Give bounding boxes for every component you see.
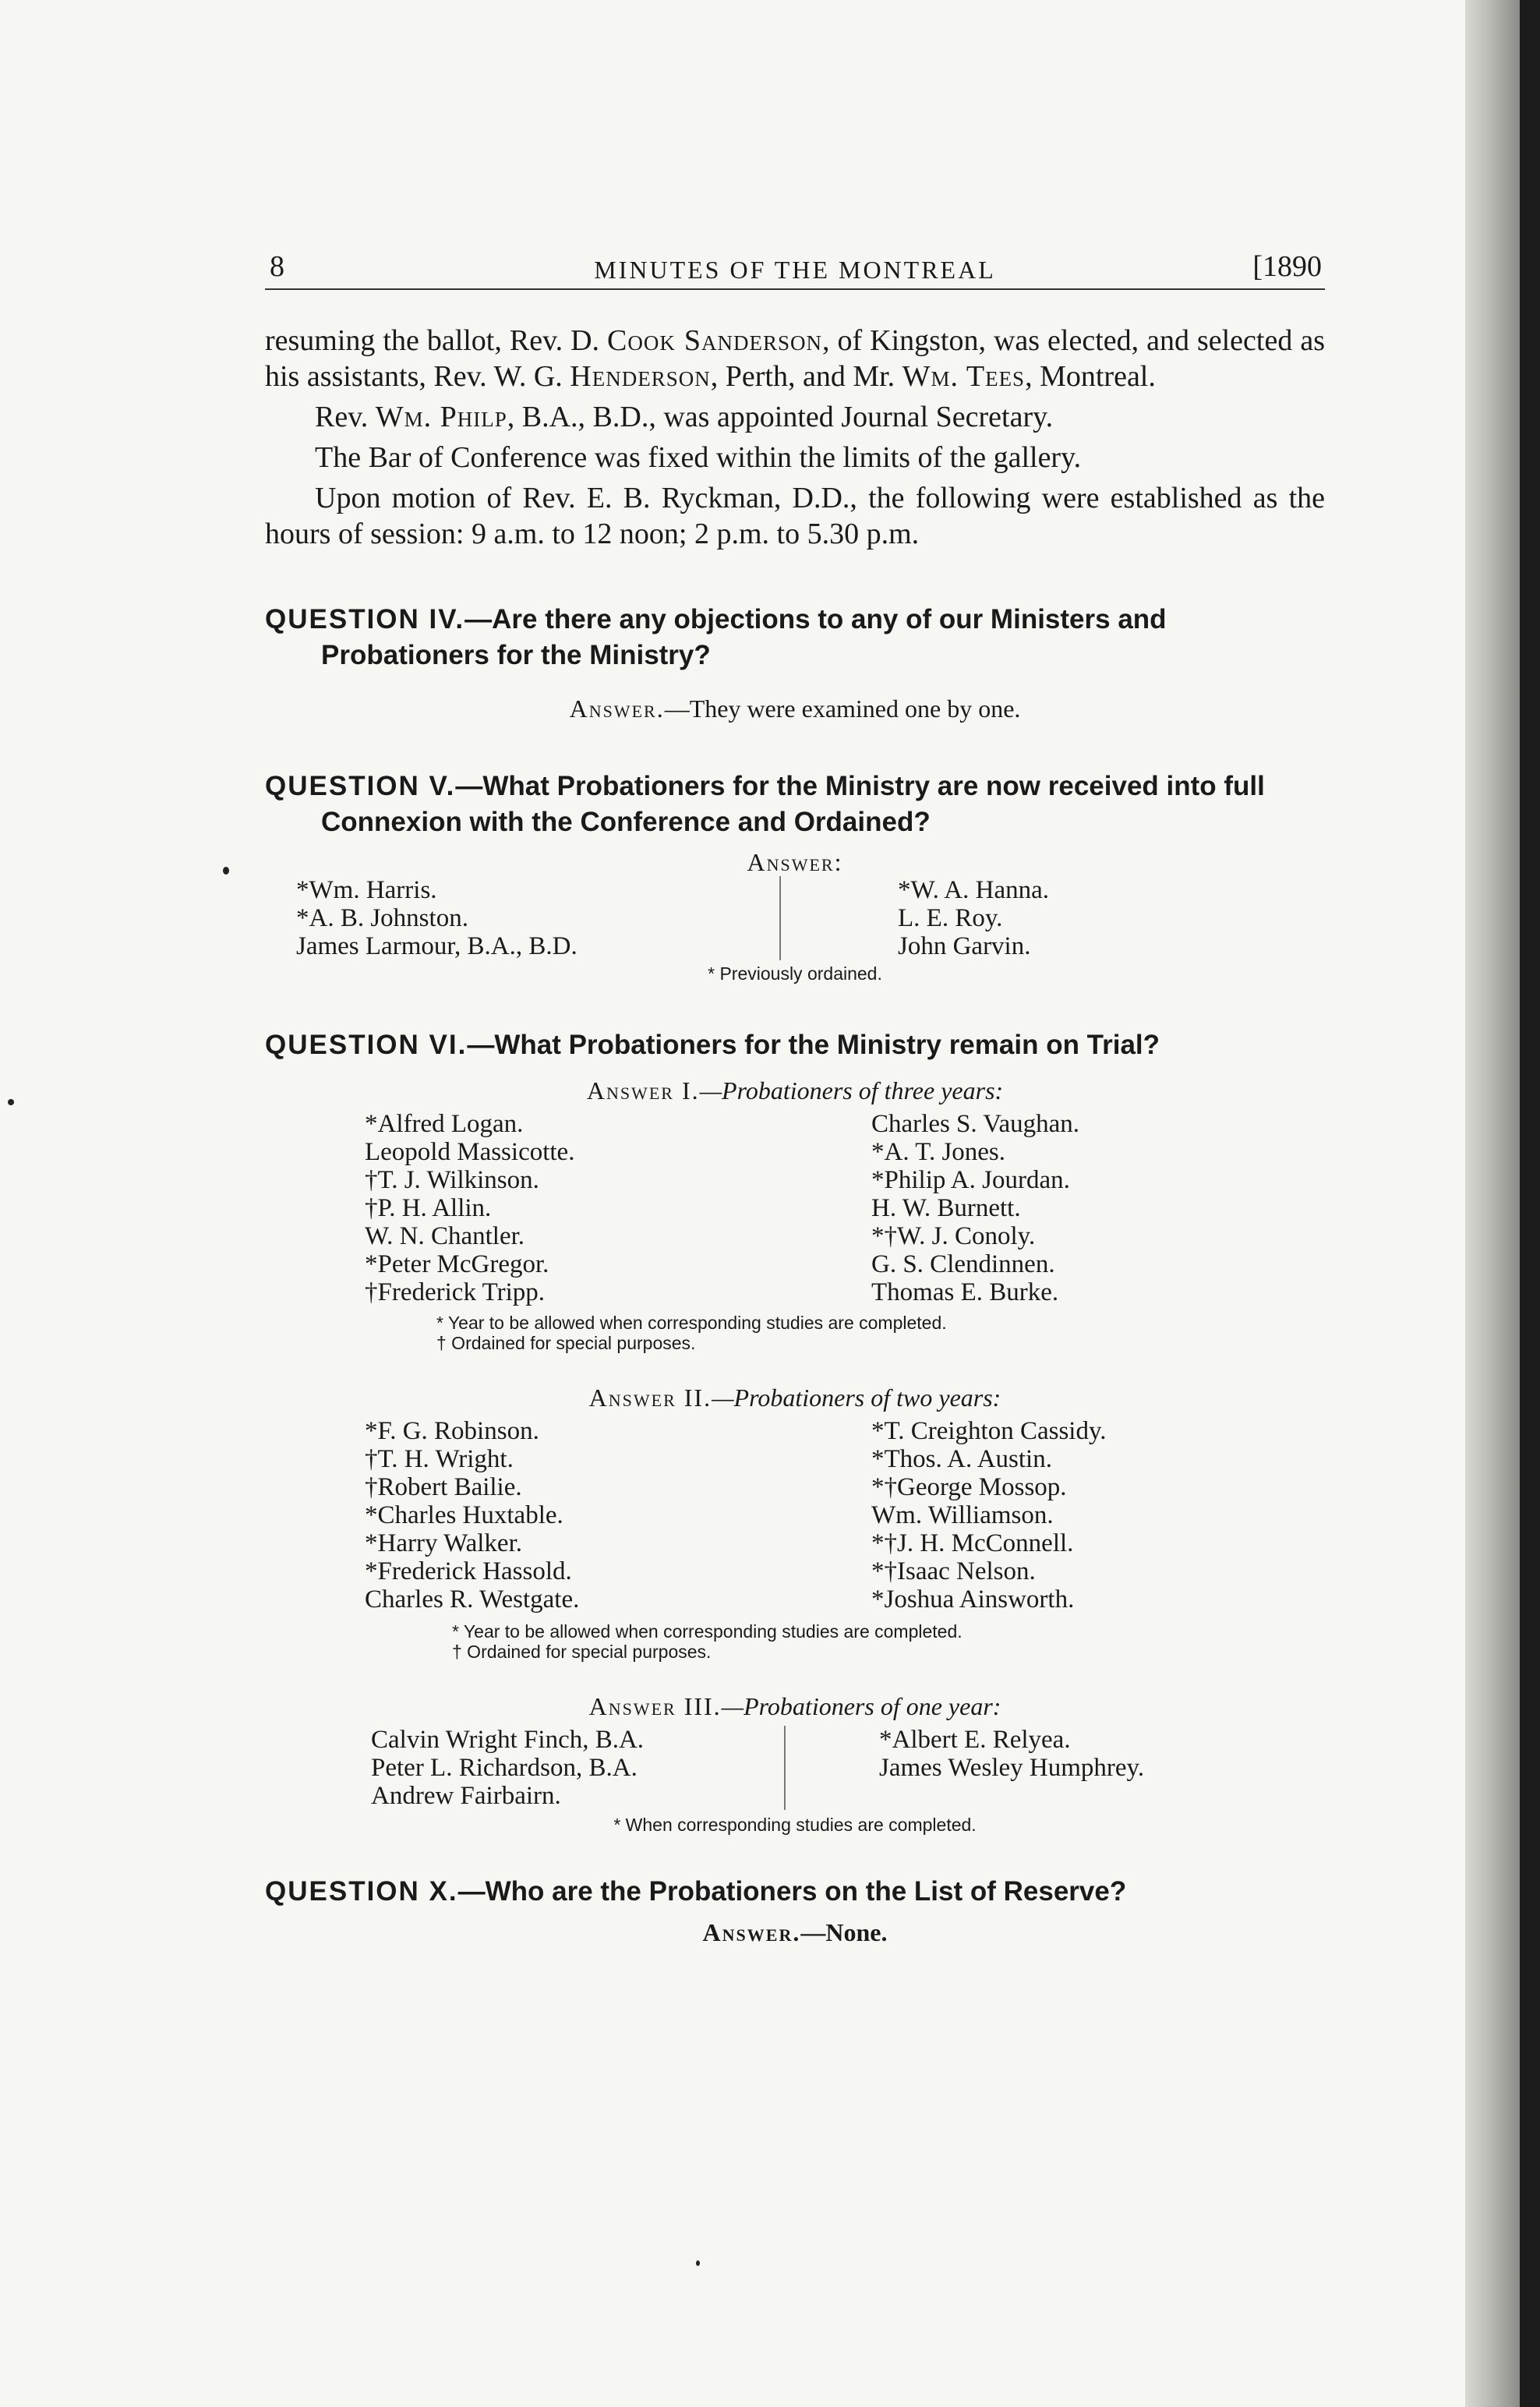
probationer-name: *Frederick Hassold. [365,1557,572,1585]
question-text: —Who are the Probationers on the List of Reserve? [457,1876,1127,1907]
footnote: * Previously ordained. [708,963,882,984]
names-left-column [371,1726,784,1810]
ink-speck [223,867,229,875]
probationer-name: *Joshua Ainsworth. [871,1585,1075,1614]
answer-6-3-heading [265,1690,1325,1723]
probationer-name: *Albert E. Relyea. [879,1726,1071,1754]
question-label: QUESTION X. [265,1876,458,1907]
probationer-name: †T. J. Wilkinson. [365,1166,539,1194]
person-name: Cook Sanderson [607,324,822,357]
probationer-name: †Frederick Tripp. [365,1278,545,1306]
question-label: QUESTION IV. [265,604,465,634]
answer-title: —Probationers of one year: [721,1692,1001,1720]
probationer-name: *†Isaac Nelson. [871,1557,1036,1585]
probationer-name: L. E. Roy. [898,904,1003,932]
journal-secretary-paragraph [265,399,1325,435]
probationer-name: *F. G. Robinson. [365,1417,539,1445]
answer-4 [265,692,1325,725]
question-4 [265,602,1325,673]
names-left-column [365,1417,801,1614]
probationer-name: John Garvin. [898,932,1031,960]
person-name: Wm. Tees [902,360,1026,393]
probationer-name: *Wm. Harris. [296,876,437,904]
question-label: QUESTION V. [265,771,456,801]
probationer-name: *Harry Walker. [365,1529,522,1557]
probationer-name: Leopold Massicotte. [365,1138,575,1166]
probationer-name: †P. H. Allin. [365,1194,492,1222]
question-text: —What Probationers for the Ministry remain on Trial? [467,1030,1160,1060]
text-run: Rev. [315,401,376,433]
person-name: Henderson [570,360,711,393]
answer-label: Answer. [702,1918,801,1946]
question-10 [265,1874,1325,1910]
answer-10 [265,1916,1325,1949]
ink-speck [696,2260,700,2266]
footnote [436,1313,1325,1353]
probationer-name: Peter L. Richardson, B.A. [371,1754,638,1782]
text-run: , of Kingston, was elected, and selected as his assistants, Rev. W. G. [265,324,1325,393]
names-right-column [801,1417,1107,1614]
question-6 [265,1027,1325,1063]
probationer-name: *†J. H. McConnell. [871,1529,1074,1557]
answer-label: Answer: [747,848,843,876]
probationer-name: Thomas E. Burke. [871,1278,1059,1306]
probationer-name: Andrew Fairbairn. [371,1782,561,1810]
probationer-name: *Alfred Logan. [365,1110,524,1138]
running-title: MINUTES OF THE MONTREAL [594,256,996,284]
probationer-name: James Larmour, B.A., B.D. [296,932,578,960]
probationer-name: *A. T. Jones. [871,1138,1006,1166]
probationer-name: *Philip A. Jourdan. [871,1166,1070,1194]
names-right-column [781,876,1049,960]
question-text: —Are there any objections to any of our Ministers and Probationers for the Ministry? [321,604,1167,670]
text-run: , Perth, and Mr. [710,360,902,393]
page-content [265,242,1325,1949]
footnote [452,1621,1325,1662]
probationer-name: †Robert Bailie. [365,1473,522,1501]
names-right-column [786,1726,1144,1810]
question-text: —What Probationers for the Ministry are now received into full Connexion with the Conference and Ordained? [321,771,1265,837]
ink-speck [8,1099,14,1105]
probationer-name: *†W. J. Conoly. [871,1222,1036,1250]
probationer-name: Charles R. Westgate. [365,1585,580,1614]
answer-label: Answer I. [586,1076,700,1105]
probationer-name: *Charles Huxtable. [365,1501,563,1529]
probationer-name: *Thos. A. Austin. [871,1445,1052,1473]
answer-6-1-names [365,1110,1325,1306]
names-right-column [801,1110,1079,1306]
probationer-name: H. W. Burnett. [871,1194,1021,1222]
text-run: resuming the ballot, Rev. D. [265,324,608,357]
question-5 [265,769,1325,840]
answer-label: Answer III. [588,1692,722,1720]
footnote-line: † Ordained for special purposes. [436,1333,696,1353]
answer-6-1-heading [265,1074,1325,1107]
probationer-name: *Peter McGregor. [365,1250,549,1278]
footnote-line: * Year to be allowed when corresponding studies are completed. [436,1313,947,1333]
answer-label: Answer. [569,695,665,723]
names-left-column [365,1110,801,1306]
text-run: , Montreal. [1025,360,1156,393]
probationer-name: *W. A. Hanna. [898,876,1050,904]
opening-paragraph [265,323,1325,394]
person-name: Wm. Philp [375,401,507,433]
probationer-name: Calvin Wright Finch, B.A. [371,1726,645,1754]
probationer-name: James Wesley Humphrey. [879,1754,1145,1782]
probationer-name: *A. B. Johnston. [296,904,468,932]
probationer-name: Charles S. Vaughan. [871,1110,1080,1138]
probationer-name: G. S. Clendinnen. [871,1250,1055,1278]
probationer-name: *T. Creighton Cassidy. [871,1417,1107,1445]
text-run: , B.A., B.D., was appointed Journal Secretary. [507,401,1054,433]
probationer-name: W. N. Chantler. [365,1222,525,1250]
question-label: QUESTION VI. [265,1030,468,1060]
probationer-name: *†George Mossop. [871,1473,1067,1501]
answer-title: —Probationers of three years: [699,1076,1004,1105]
answer-5-names [296,876,1325,960]
answer-6-2-heading [265,1381,1325,1414]
answer-5-label [265,848,1325,876]
answer-text: —None. [800,1918,888,1946]
answer-label: Answer II. [588,1384,712,1412]
hours-paragraph: Upon motion of Rev. E. B. Ryckman, D.D., the following were established as the hours of session: 9 a.m. to 12 noon; 2 p.m. to 5.30 p.m. [265,482,1325,550]
page-number: 8 [270,250,284,283]
bar-paragraph: The Bar of Conference was fixed within the limits of the gallery. [315,441,1082,474]
footnote: * When corresponding studies are completed. [613,1815,977,1835]
running-head [265,242,1325,290]
probationer-name: †T. H. Wright. [365,1445,514,1473]
probationer-name: Wm. Williamson. [871,1501,1054,1529]
footnote-line: † Ordained for special purposes. [452,1642,712,1662]
answer-6-2-names [365,1417,1325,1614]
answer-text: —They were examined one by one. [664,695,1021,723]
answer-6-3-names [371,1726,1325,1810]
names-left-column [296,876,779,960]
scan-border [1520,0,1540,2407]
footnote-line: * Year to be allowed when corresponding studies are completed. [452,1621,962,1642]
running-year: [1890 [1252,250,1322,283]
answer-title: —Probationers of two years: [712,1384,1001,1412]
